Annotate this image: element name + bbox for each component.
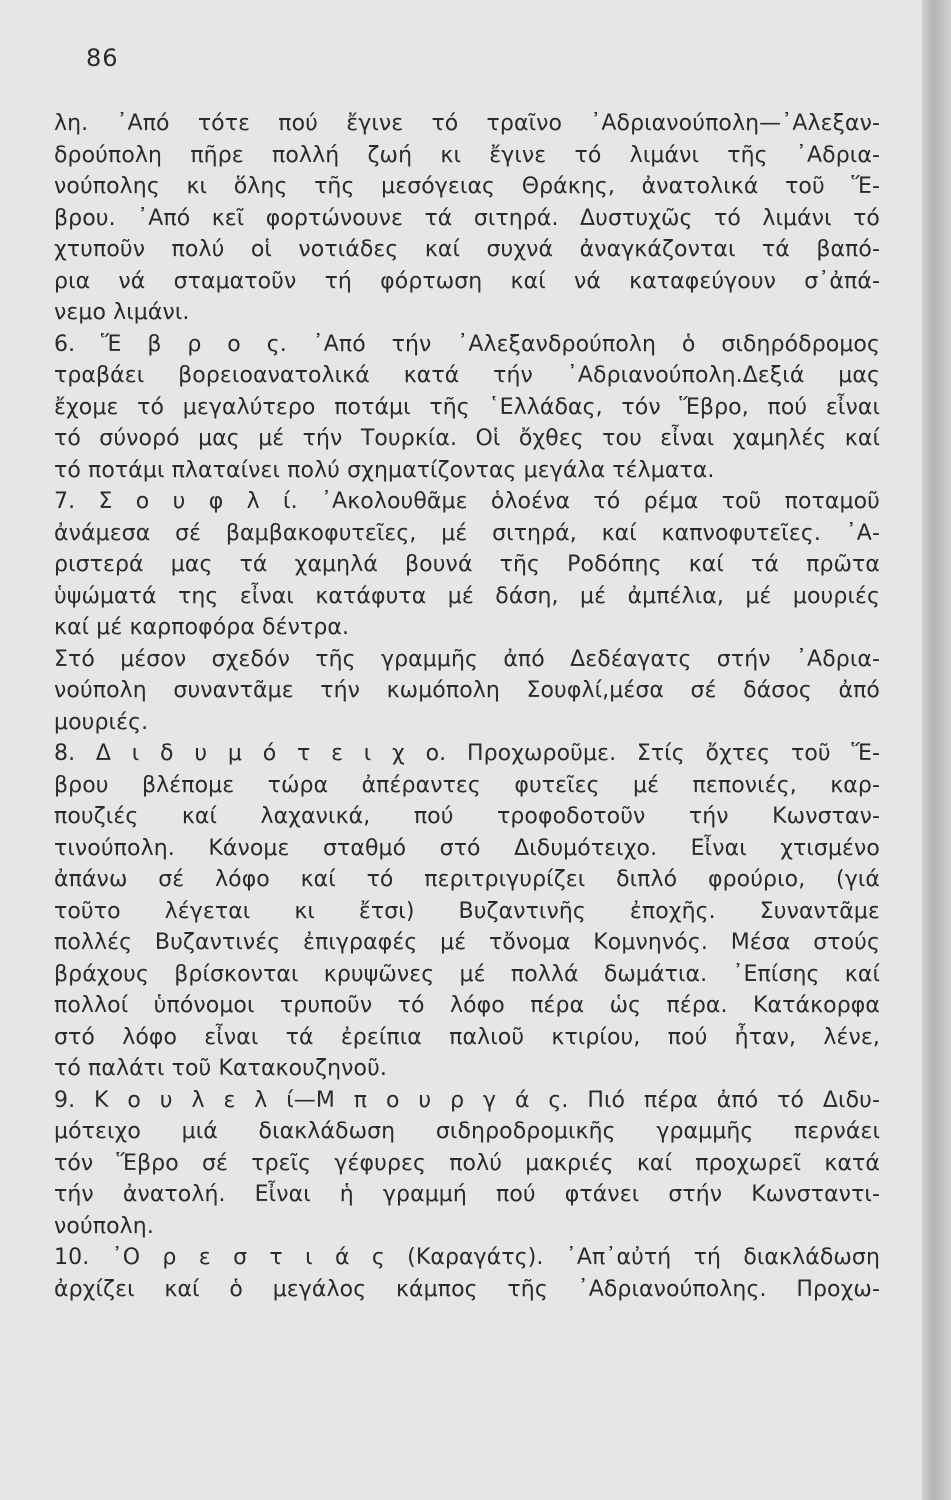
text-line: 6. Ἕ β ρ ο ς. ᾿Από τήν ᾿Αλεξανδρούπολη ὁ σιδηρόδρομος xyxy=(54,331,880,357)
text-line: βρου. ᾿Από κεῖ φορτώνουνε τά σιτηρά. Δυστυχῶς τό λιμάνι τό xyxy=(54,205,880,231)
text-line: 8. Δ ι δ υ μ ό τ ε ι χ ο. Προχωροῦμε. Στίς ὄχτες τοῦ Ἕ- xyxy=(54,741,880,766)
text-line: ρια νά σταματοῦν τή φόρτωση καί νά καταφεύγουν σ᾿ἀπά- xyxy=(54,268,880,294)
text-line: πουζιές καί λαχανικά, πού τροφοδοτοῦν τήν Κωνσταν- xyxy=(54,804,880,829)
text-line: βράχους βρίσκονται κρυψῶνες μέ πολλά δωμάτια. ᾿Επίσης καί xyxy=(54,961,880,987)
text-line: βρου βλέπομε τώρα ἀπέραντες φυτεῖες μέ πεπονιές, καρ- xyxy=(54,772,880,798)
text-line: τό παλάτι τοῦ Κατακουζηνοῦ. xyxy=(54,1056,387,1081)
text-line: πολλές Βυζαντινές ἐπιγραφές μέ τὄνομα Κομνηνός. Μέσα στούς xyxy=(54,930,880,955)
text-line: ριστερά μας τά χαμηλά βουνά τῆς Ροδόπης καί τά πρῶτα xyxy=(54,552,880,577)
text-line: τραβάει βορειοανατολικά κατά τήν ᾿Αδριανούπολη.Δεξιά μας xyxy=(54,363,880,388)
text-line: τό ποτάμι πλαταίνει πολύ σχηματίζοντας μεγάλα τέλματα. xyxy=(54,457,715,483)
text-line: ἀνάμεσα σέ βαμβακοφυτεῖες, μέ σιτηρά, καί καπνοφυτεῖες. ᾿Α- xyxy=(54,520,880,546)
text-line: τόν Ἕβρο σέ τρεῖς γέφυρες πολύ μακριές καί προχωρεῖ κατά xyxy=(54,1150,880,1176)
text-line: 9. Κ ο υ λ ε λ ί—Μ π ο υ ρ γ ά ς. Πιό πέρα ἀπό τό Διδυ- xyxy=(54,1087,880,1113)
text-line: δρούπολη πῆρε πολλή ζωή κι ἔγινε τό λιμάνι τῆς ᾿Αδρια- xyxy=(54,142,880,168)
text-line: καί μέ καρποφόρα δέντρα. xyxy=(54,615,350,640)
text-line: 10. ᾿Ο ρ ε σ τ ι ά ς (Καραγάτς). ᾿Απ᾿αὐτή τή διακλάδωση xyxy=(54,1245,880,1270)
text-line: νεμο λιμάνι. xyxy=(54,300,190,325)
text-line: 7. Σ ο υ φ λ ί. ᾿Ακολουθᾶμε ὁλοένα τό ρέμα τοῦ ποταμοῦ xyxy=(54,489,880,514)
text-line: λη. ᾿Από τότε πού ἔγινε τό τραῖνο ᾿Αδριανούπολη—᾿Αλεξαν- xyxy=(54,111,880,136)
text-line: στό λόφο εἶναι τά ἐρείπια παλιοῦ κτιρίου, πού ἦταν, λένε, xyxy=(54,1024,880,1050)
text-line: τήν ἀνατολή. Εἶναι ἡ γραμμή πού φτάνει στήν Κωνσταντι- xyxy=(54,1182,880,1207)
text-line: μότειχο μιά διακλάδωση σιδηροδρομικῆς γραμμῆς περνάει xyxy=(54,1119,880,1144)
text-line: τό σύνορό μας μέ τήν Τουρκία. Οἱ ὄχθες του εἶναι χαμηλές καί xyxy=(54,426,880,451)
page-edge xyxy=(922,0,951,1500)
text-line: νούπολη. xyxy=(54,1213,154,1239)
text-line: πολλοί ὑπόνομοι τρυποῦν τό λόφο πέρα ὡς πέρα. Κατάκορφα xyxy=(54,993,880,1018)
text-line: τοῦτο λέγεται κι ἔτσι) Βυζαντινῆς ἐποχῆς. Συναντᾶμε xyxy=(54,898,880,924)
text-line: μουριές. xyxy=(54,709,149,735)
text-line: Στό μέσον σχεδόν τῆς γραμμῆς ἀπό Δεδέαγατς στήν ᾿Αδρια- xyxy=(54,646,880,672)
text-line: νούπολη συναντᾶμε τήν κωμόπολη Σουφλί,μέσα σέ δάσος ἀπό xyxy=(54,678,880,703)
text-line: χτυποῦν πολύ οἱ νοτιάδες καί συχνά ἀναγκάζονται τά βαπό- xyxy=(54,237,880,262)
text-line: ἀρχίζει καί ὁ μεγάλος κάμπος τῆς ᾿Αδριανούπολης. Προχω- xyxy=(54,1276,880,1302)
page-number: 86 xyxy=(86,44,119,72)
text-line: ἔχομε τό μεγαλύτερο ποτάμι τῆς ῾Ελλάδας, τόν Ἕβρο, πού εἶναι xyxy=(54,394,880,420)
text-line: νούπολης κι ὅλης τῆς μεσόγειας Θράκης, ἀνατολικά τοῦ Ἕ- xyxy=(54,174,880,199)
text-line: ὑψώματά της εἶναι κατάφυτα μέ δάση, μέ ἀμπέλια, μέ μουριές xyxy=(54,583,880,609)
text-line: ἀπάνω σέ λόφο καί τό περιτριγυρίζει διπλό φρούριο, (γιά xyxy=(54,867,880,892)
text-line: τινούπολη. Κάνομε σταθμό στό Διδυμότειχο. Εἶναι χτισμένο xyxy=(54,835,880,861)
body-text xyxy=(54,108,880,1305)
